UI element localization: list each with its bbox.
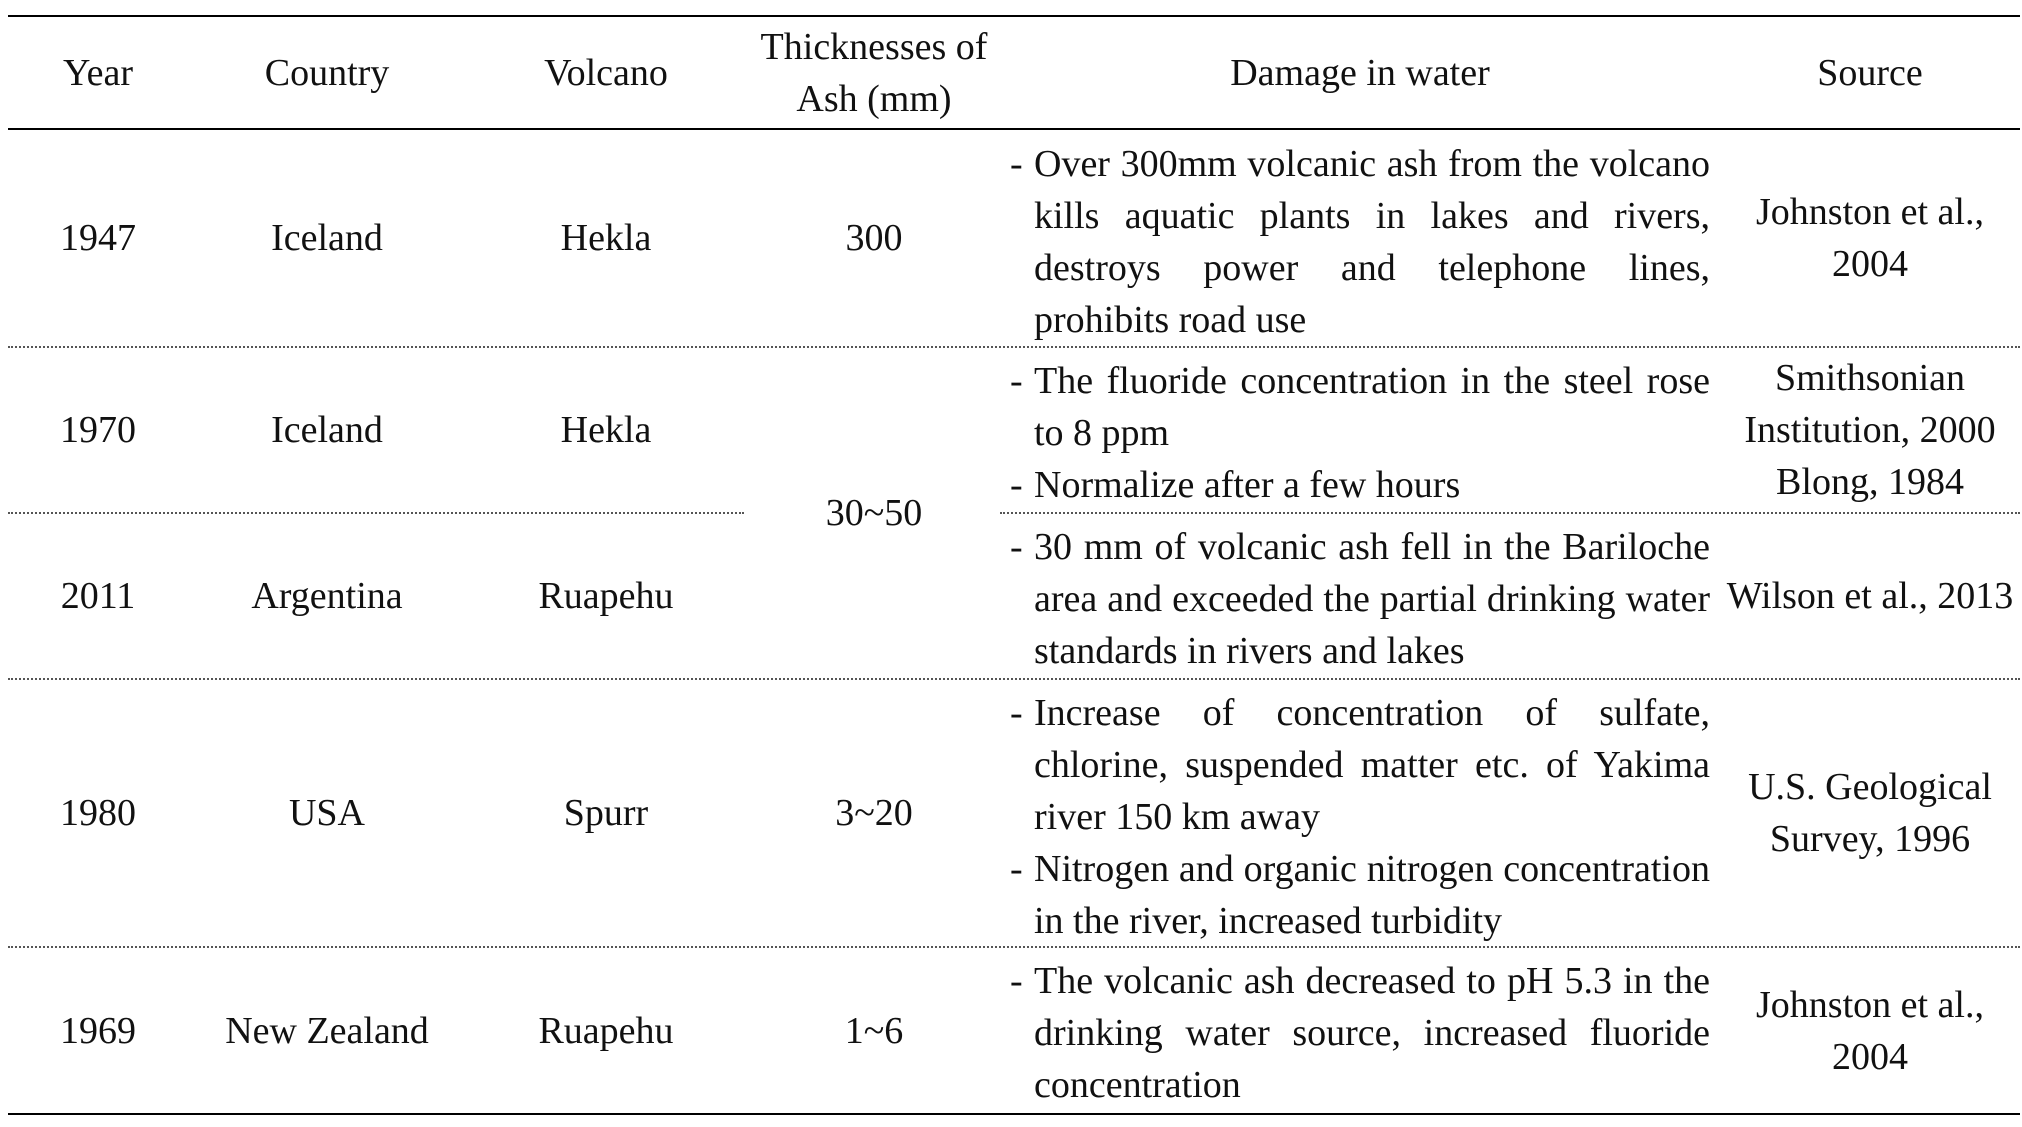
cell-source: Johnston et al., 2004 <box>1756 983 1984 1078</box>
cell-country: USA <box>288 792 366 834</box>
cell-volcano: Hekla <box>560 217 652 259</box>
cell-damage <box>1010 955 1710 1111</box>
cell-damage <box>1010 138 1710 346</box>
header-source: Source <box>1817 51 1923 94</box>
cell-volcano: Spurr <box>563 792 649 834</box>
header-year: Year <box>62 51 134 94</box>
damage-item: - The fluoride concentration in the steel rose to 8 ppm <box>1010 360 1710 454</box>
cell-country: New Zealand <box>225 1009 429 1052</box>
damage-item: - 30 mm of volcanic ash fell in the Bariloche area and exceeded the partial drinking water standards in rivers and lakes <box>1010 526 1710 672</box>
cell-thickness-merged: 30~50 <box>825 492 923 534</box>
header-volcano: Volcano <box>544 51 668 94</box>
cell-source: Smithsonian Institution, 2000 Blong, 1984 <box>1744 357 1996 503</box>
cell-year: 1969 <box>60 1009 136 1052</box>
cell-damage <box>1010 521 1710 677</box>
header-thickness: Thicknesses of Ash (mm) <box>760 25 988 120</box>
cell-volcano: Ruapehu <box>538 1009 674 1052</box>
cell-thickness: 3~20 <box>835 792 913 834</box>
cell-damage <box>1010 687 1710 947</box>
cell-country: Argentina <box>251 575 403 617</box>
cell-damage <box>1010 355 1710 511</box>
cell-source: U.S. Geological Survey, 1996 <box>1748 766 1992 860</box>
cell-thickness: 1~6 <box>844 1009 904 1052</box>
cell-year: 2011 <box>60 575 136 617</box>
cell-year: 1980 <box>60 792 136 834</box>
cell-country: Iceland <box>271 217 383 259</box>
cell-source: Johnston et al., 2004 <box>1756 191 1984 285</box>
damage-item: - Normalize after a few hours <box>1010 464 1461 506</box>
header-country: Country <box>264 51 390 94</box>
cell-country: Iceland <box>271 409 383 451</box>
damage-item: - Increase of concentration of sulfate, chlorine, suspended matter etc. of Yakima river 150 km away <box>1010 692 1710 838</box>
damage-item: - Over 300mm volcanic ash from the volcano kills aquatic plants in lakes and rivers, destroys power and telephone lines, prohibits road use <box>1010 143 1710 341</box>
cell-source: Wilson et al., 2013 <box>1726 575 2014 617</box>
cell-year: 1947 <box>60 217 136 259</box>
bottom-rule <box>8 1113 2020 1115</box>
cell-thickness: 300 <box>845 217 903 259</box>
damage-item: - Nitrogen and organic nitrogen concentration in the river, increased turbidity <box>1010 848 1710 942</box>
cell-year: 1970 <box>60 409 136 451</box>
cell-volcano: Hekla <box>560 409 652 451</box>
header-damage: Damage in water <box>1230 51 1490 94</box>
damage-item: - The volcanic ash decreased to pH 5.3 in the drinking water source, increased fluoride concentration <box>1010 960 1710 1106</box>
cell-volcano: Ruapehu <box>538 575 674 617</box>
